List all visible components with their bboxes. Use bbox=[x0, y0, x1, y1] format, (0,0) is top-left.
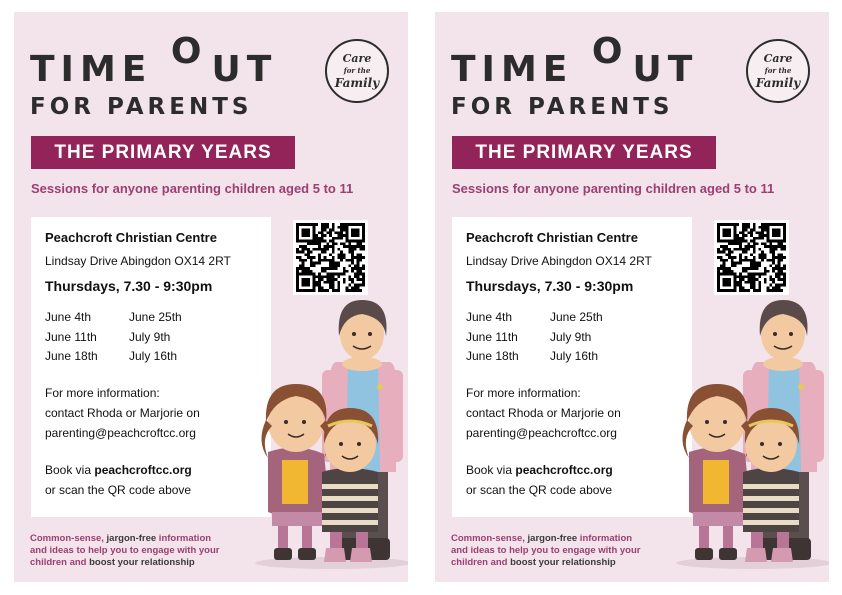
title-time-out: TIME O UT bbox=[30, 31, 278, 90]
title-for-parents: FOR PARENTS bbox=[451, 94, 674, 120]
date-row: June 11th July 9th bbox=[45, 329, 171, 344]
primary-years-banner: THE PRIMARY YEARS bbox=[452, 136, 716, 169]
title-time-out: TIME O UT bbox=[451, 31, 699, 90]
care-for-the-family-logo: Care for the Family bbox=[746, 39, 810, 103]
subtitle: Sessions for anyone parenting children aged 5 to 11 bbox=[452, 181, 775, 196]
family-illustration bbox=[659, 292, 829, 582]
venue-address: Lindsay Drive Abingdon OX14 2RT bbox=[45, 254, 231, 268]
date-row: June 11th July 9th bbox=[466, 329, 592, 344]
booking-info: Book via peachcroftcc.org or scan the QR code above bbox=[45, 462, 192, 497]
date-row: June 4th June 25th bbox=[466, 310, 603, 324]
qr-code[interactable] bbox=[293, 220, 368, 295]
footer-tagline: Common-sense, jargon-free information and ideas to help you to engage with your children and boost your relationship bbox=[451, 533, 641, 568]
contact-email[interactable]: parenting@peachcroftcc.org bbox=[45, 425, 196, 440]
details-card bbox=[452, 217, 692, 517]
date-row: June 18th July 16th bbox=[45, 349, 178, 363]
title-for-parents: FOR PARENTS bbox=[30, 94, 253, 120]
primary-years-banner: THE PRIMARY YEARS bbox=[31, 136, 295, 169]
details-card bbox=[31, 217, 271, 517]
qr-code[interactable] bbox=[714, 220, 789, 295]
booking-link[interactable]: peachcroftcc.org bbox=[515, 462, 613, 477]
subtitle: Sessions for anyone parenting children aged 5 to 11 bbox=[31, 181, 354, 196]
contact-email[interactable]: parenting@peachcroftcc.org bbox=[466, 425, 617, 440]
venue-name: Peachcroft Christian Centre bbox=[45, 230, 217, 245]
session-time: Thursdays, 7.30 - 9:30pm bbox=[466, 278, 634, 294]
session-time: Thursdays, 7.30 - 9:30pm bbox=[45, 278, 213, 294]
date-row: June 4th June 25th bbox=[45, 310, 182, 324]
contact-info: For more information: contact Rhoda or Marjorie on parenting@peachcroftcc.org bbox=[45, 383, 271, 443]
footer-tagline: Common-sense, jargon-free information and ideas to help you to engage with your children and boost your relationship bbox=[30, 533, 220, 568]
booking-link[interactable]: peachcroftcc.org bbox=[94, 462, 192, 477]
contact-info: For more information: contact Rhoda or Marjorie on parenting@peachcroftcc.org bbox=[466, 383, 692, 443]
family-illustration bbox=[238, 292, 408, 582]
flyer-right bbox=[435, 12, 829, 582]
care-for-the-family-logo: Care for the Family bbox=[325, 39, 389, 103]
venue-address: Lindsay Drive Abingdon OX14 2RT bbox=[466, 254, 652, 268]
date-row: June 18th July 16th bbox=[466, 349, 599, 363]
booking-info: Book via peachcroftcc.org or scan the QR code above bbox=[466, 462, 613, 497]
venue-name: Peachcroft Christian Centre bbox=[466, 230, 638, 245]
flyer-left bbox=[14, 12, 408, 582]
